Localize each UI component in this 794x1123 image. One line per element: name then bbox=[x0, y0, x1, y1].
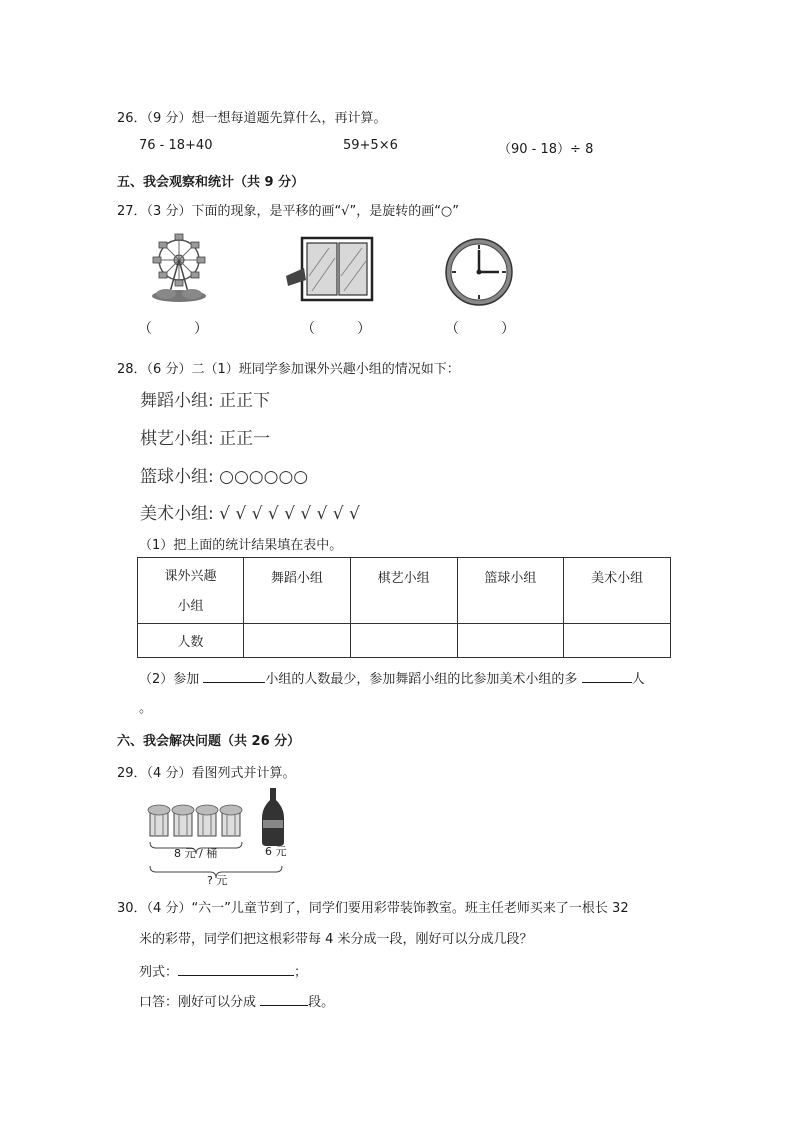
q27-answer-1[interactable]: （ ） bbox=[138, 321, 208, 337]
section-5-title: 五、我会观察和统计（共 9 分） bbox=[117, 175, 305, 190]
tally-marks-dance: 正正下 bbox=[219, 391, 271, 411]
q27-title: 27．（3 分）下面的现象，是平移的画“√”，是旋转的画“○” bbox=[117, 204, 460, 219]
tally-label-chess: 棋艺小组: bbox=[140, 429, 214, 449]
sliding-window-image bbox=[284, 236, 376, 302]
q28-sub1: （1）把上面的统计结果填在表中。 bbox=[139, 538, 343, 553]
table-cell-basketball-count[interactable] bbox=[457, 624, 564, 658]
table-col-basketball: 篮球小组 bbox=[457, 558, 564, 624]
popcorn-cola-image bbox=[146, 786, 296, 886]
q29-cola-price: 6 元 bbox=[265, 845, 287, 858]
tally-row-art bbox=[140, 499, 360, 524]
table-col-dance: 舞蹈小组 bbox=[244, 558, 351, 624]
q29-total: ? 元 bbox=[207, 874, 228, 887]
q29-price-each: 8 元 / 桶 bbox=[174, 847, 218, 860]
q30-formula: 列式： ； bbox=[139, 961, 307, 980]
q28-title: 28．（6 分）二（1）班同学参加课外兴趣小组的情况如下： bbox=[117, 362, 460, 377]
tally-marks-basketball: ○○○○○○ bbox=[219, 467, 309, 487]
table-row-label-count: 人数 bbox=[138, 624, 244, 658]
statistics-table bbox=[137, 557, 671, 658]
tally-row-chess bbox=[140, 424, 270, 449]
tally-marks-chess: 正正一 bbox=[219, 429, 271, 449]
tally-label-basketball: 篮球小组: bbox=[140, 467, 214, 487]
q28-sub2-end: 。 bbox=[139, 701, 153, 716]
tally-label-dance: 舞蹈小组: bbox=[140, 391, 214, 411]
table-cell-chess-count[interactable] bbox=[350, 624, 457, 658]
tally-row-dance bbox=[140, 386, 270, 411]
table-col-chess: 棋艺小组 bbox=[350, 558, 457, 624]
q26-expression-1: 76 - 18+40 bbox=[139, 138, 213, 153]
q30-line-1: 30．（4 分）“六一”儿童节到了，同学们要用彩带装饰教室。班主任老师买来了一根长 32 bbox=[117, 901, 629, 916]
q28-blank-difference[interactable] bbox=[582, 668, 632, 683]
ferris-wheel-image bbox=[148, 232, 210, 304]
q28-sub2: （2）参加 小组的人数最少，参加舞蹈小组的比参加美术小组的多 人 bbox=[139, 668, 645, 687]
q27-answer-2[interactable]: （ ） bbox=[301, 321, 371, 337]
q26-expression-2: 59+5×6 bbox=[343, 138, 398, 153]
q30-answer: 口答：刚好可以分成 段。 bbox=[139, 991, 334, 1010]
section-6-title: 六、我会解决问题（共 26 分） bbox=[117, 734, 301, 749]
table-cell-dance-count[interactable] bbox=[244, 624, 351, 658]
tally-label-art: 美术小组: bbox=[140, 504, 214, 524]
q29-title: 29．（4 分）看图列式并计算。 bbox=[117, 766, 296, 781]
q30-formula-blank[interactable] bbox=[178, 961, 294, 976]
tally-row-basketball bbox=[140, 462, 308, 487]
q26-title: 26．（9 分）想一想每道题先算什么，再计算。 bbox=[117, 111, 387, 126]
q26-expression-3: （90 - 18）÷ 8 bbox=[498, 142, 594, 157]
q27-answer-3[interactable]: （ ） bbox=[445, 321, 515, 337]
table-col-art: 美术小组 bbox=[564, 558, 671, 624]
clock-image bbox=[443, 236, 515, 308]
table-header-group: 课外兴趣 小组 bbox=[138, 558, 244, 624]
q28-blank-group[interactable] bbox=[203, 668, 265, 683]
q30-line-2: 米的彩带，同学们把这根彩带每 4 米分成一段，刚好可以分成几段？ bbox=[139, 932, 533, 947]
q30-answer-blank[interactable] bbox=[260, 991, 308, 1006]
tally-marks-art: √ √ √ √ √ √ √ √ √ bbox=[219, 504, 360, 524]
table-cell-art-count[interactable] bbox=[564, 624, 671, 658]
